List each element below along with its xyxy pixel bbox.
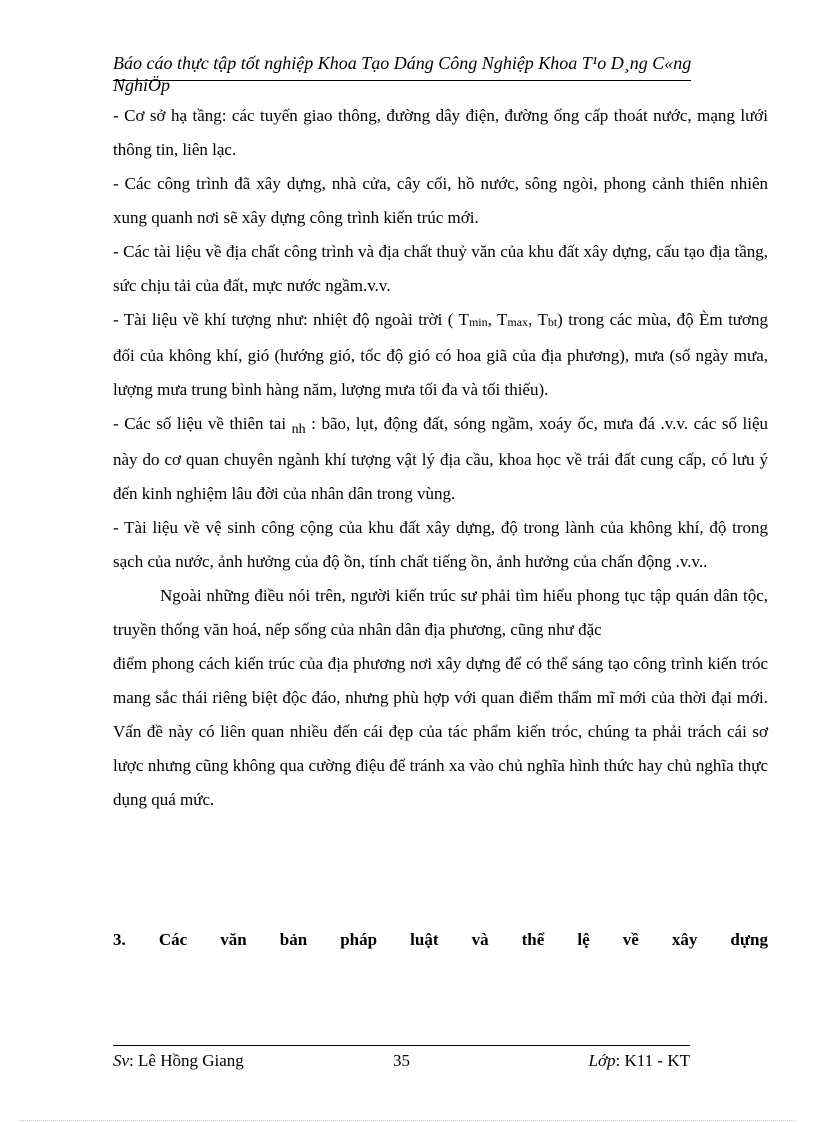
section-word: xây bbox=[671, 930, 698, 949]
page-number: 35 bbox=[393, 1051, 410, 1070]
climate-text-a: - Tài liệu về khí tượng như: nhiệt độ ngoài trời ( T bbox=[113, 310, 469, 329]
paragraph-disasters bbox=[113, 407, 768, 511]
section-word: 3. bbox=[113, 930, 126, 949]
paragraph-hygiene: - Tài liệu về vệ sinh công cộng của khu đất xây dựng, độ trong lành của không khí, độ trong sạch của nước, ảnh hưởng của độ ồn, tính chất tiếng ồn, ảnh hưởng của chấn động .v.v.. bbox=[113, 518, 768, 571]
climate-text-c: , T bbox=[528, 310, 548, 329]
page-header bbox=[113, 52, 733, 96]
section-word: và bbox=[471, 930, 489, 949]
paragraph-customs: Ngoài những điều nói trên, người kiến trúc sư phải tìm hiểu phong tục tập quán dân tộc, truyền thống văn hoá, nếp sống của nhân dân địa phương, cũng như đặc bbox=[113, 586, 768, 639]
page-edge-divider bbox=[20, 1120, 796, 1121]
header-text: Báo cáo thực tập tốt nghiệp Khoa Tạo Dáng Công Nghiệp Khoa T¹o D¸ng C«ng NghiÖp bbox=[113, 53, 692, 95]
section-word: dựng bbox=[730, 930, 768, 949]
section-word: lệ bbox=[577, 930, 590, 949]
tbt-subscript: bt bbox=[547, 315, 558, 329]
paragraph-infrastructure: - Cơ sở hạ tầng: các tuyến giao thông, đường dây điện, đường ống cấp thoát nước, mạng lưới thông tin, liên lạc. bbox=[113, 106, 768, 159]
tmax-subscript: max bbox=[507, 315, 529, 329]
section-word: thể bbox=[521, 930, 545, 949]
section-word: văn bbox=[220, 930, 247, 949]
student-label: Sv bbox=[113, 1051, 130, 1070]
disasters-text-a: - Các số liệu về thiên tai bbox=[113, 414, 292, 433]
header-divider bbox=[113, 80, 691, 81]
section-heading bbox=[113, 923, 768, 957]
disasters-text-b: : bão, lụt, động đất, sóng ngầm, xoáy ốc, mưa đá .v.v. các số liệu này do cơ quan chuyên ngành khí tượng vật lý địa cầu, khoa học về trái đất cung cấp, có lưu ý đến kinh nghiệm lâu đời của nhân dân trong vùng. bbox=[113, 414, 768, 503]
document-body bbox=[113, 99, 768, 817]
paragraph-existing-works: - Các công trình đã xây dựng, nhà cửa, cây cối, hồ nước, sông ngòi, phong cảnh thiên nhiên xung quanh nơi sẽ xây dựng công trình kiến trúc mới. bbox=[113, 174, 768, 227]
section-word: Các bbox=[158, 930, 188, 949]
student-value: : Lê Hồng Giang bbox=[129, 1051, 244, 1070]
section-word: luật bbox=[410, 930, 439, 949]
climate-text-d: ) trong các mùa, độ Èm tương đối của không khí, gió (hướng gió, tốc độ gió có hoa giã của địa phương), mưa (số ngày mưa, lượng mưa trung bình hàng năm, lượng mưa tối đa và tối thiểu). bbox=[113, 310, 769, 399]
paragraph-climate bbox=[113, 303, 768, 407]
section-word: bản bbox=[279, 930, 308, 949]
footer-divider bbox=[113, 1045, 690, 1046]
nh-glyph: nh bbox=[291, 422, 306, 437]
climate-text-b: , T bbox=[487, 310, 508, 329]
paragraph-style: điểm phong cách kiến trúc của địa phương nơi xây dựng để có thể sáng tạo công trình kiến tróc mang sắc thái riêng biệt độc đáo, nhưng phù hợp với quan điểm thẩm mĩ mới của thời đại mới. Vấn đề này có liên quan nhiều đến cái đẹp của tác phẩm kiến tróc, chúng ta phải trách cái sơ lược nhưng cũng không qua cường điệu để tránh xa vào chủ nghĩa hình thức hay chủ nghĩa thực dụng quá mức. bbox=[113, 654, 768, 809]
section-word: về bbox=[622, 930, 639, 949]
class-info bbox=[589, 1050, 690, 1072]
paragraph-geology: - Các tài liệu về địa chất công trình và địa chất thuỷ văn của khu đất xây dựng, cấu tạo địa tầng, sức chịu tải của đất, mực nước ngầm.v.v. bbox=[113, 242, 768, 295]
student-name bbox=[113, 1050, 244, 1072]
class-value: : K11 - KT bbox=[615, 1051, 690, 1070]
tmin-subscript: min bbox=[468, 315, 488, 329]
class-label: Lớp bbox=[588, 1051, 616, 1070]
section-word: pháp bbox=[340, 930, 378, 949]
